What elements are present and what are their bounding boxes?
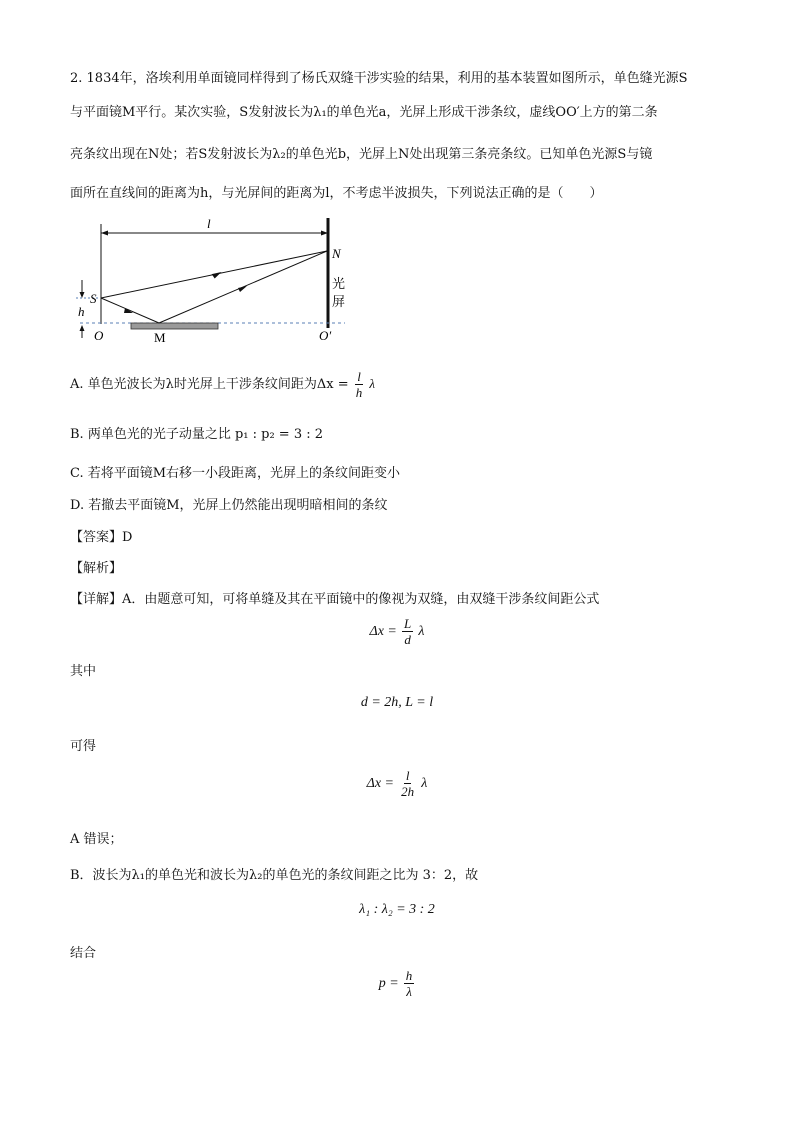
formula-3-denominator: 2h xyxy=(401,784,415,799)
label-M: M xyxy=(154,330,166,345)
formula-3-lhs: Δx = xyxy=(366,776,395,791)
option-B: B. 两单色光的光子动量之比 p₁ : p₂ = 3 : 2 xyxy=(70,427,324,442)
formula-3-fraction xyxy=(399,768,416,799)
formula-1-fraction xyxy=(402,616,413,647)
option-A-denominator: h xyxy=(355,385,363,400)
h-arrowhead-top xyxy=(80,292,85,298)
question-line-4: 面所在直线间的距离为h，与光屏间的距离为l，不考虑半波损失，下列说法正确的是（ ） xyxy=(70,186,603,201)
label-h: h xyxy=(78,304,85,319)
formula-5-denominator: λ xyxy=(406,984,412,999)
mirror-M xyxy=(131,323,218,329)
label-screen-2: 屏 xyxy=(332,294,346,309)
lloyd-mirror-diagram xyxy=(70,212,360,352)
text-jiehe: 结合 xyxy=(70,946,97,961)
formula-5-lhs: p = xyxy=(378,976,399,991)
formula-1-rhs: λ xyxy=(418,624,425,639)
formula-1-numerator: L xyxy=(404,616,412,631)
option-A xyxy=(70,369,375,400)
formula-1-denominator: d xyxy=(404,632,411,647)
formula-5-fraction xyxy=(404,968,415,999)
label-screen-1: 光 xyxy=(332,276,346,291)
label-N: N xyxy=(332,246,341,261)
incident-ray-arrow xyxy=(124,308,133,313)
answer-line: 【答案】D xyxy=(70,530,133,545)
label-O-prime: O′ xyxy=(319,328,332,343)
label-O: O xyxy=(94,328,104,343)
incident-ray xyxy=(101,298,159,323)
formula-4: λ₁ : λ₂ = 3 : 2 xyxy=(359,902,435,917)
question-line-3: 亮条纹出现在N处；若S发射波长为λ₂的单色光b，光屏上N处出现第三条亮条纹。已知单色光源S与镜 xyxy=(70,147,653,162)
detail-b-line: B．波长为λ₁的单色光和波长为λ₂的单色光的条纹间距之比为 3：2，故 xyxy=(70,868,479,883)
h-arrowhead-bottom xyxy=(80,325,85,331)
formula-5 xyxy=(0,968,794,999)
question-line-1: 2. 1834年，洛埃利用单面镜同样得到了杨氏双缝干涉实验的结果，利用的基本装置如图所示，单色缝光源S xyxy=(70,71,688,86)
detail-line-1: 【详解】A．由题意可知，可将单缝及其在平面镜中的像视为双缝，由双缝干涉条纹间距公式 xyxy=(70,592,600,607)
label-l: l xyxy=(207,216,211,231)
formula-1 xyxy=(0,616,794,647)
formula-5-numerator: h xyxy=(405,968,413,983)
formula-3-numerator: l xyxy=(405,768,410,783)
formula-1-lhs: Δx = xyxy=(369,624,397,639)
option-A-lambda: λ xyxy=(369,376,376,391)
text-qizhong: 其中 xyxy=(70,664,97,679)
question-line-2: 与平面镜M平行。某次实验，S发射波长为λ₁的单色光a，光屏上形成干涉条纹，虚线OO′上方的第二条 xyxy=(70,105,658,120)
l-arrow-left xyxy=(101,231,108,236)
text-kede: 可得 xyxy=(70,739,97,754)
option-C: C. 若将平面镜M右移一小段距离，光屏上的条纹间距变小 xyxy=(70,466,401,481)
label-S: S xyxy=(90,291,97,306)
text-a-wrong: A 错误； xyxy=(70,832,123,847)
formula-3-rhs: λ xyxy=(421,776,428,791)
formula-3 xyxy=(0,768,794,799)
formula-2: d = 2h, L = l xyxy=(360,695,434,710)
analysis-title: 【解析】 xyxy=(70,561,123,576)
option-A-numerator: l xyxy=(357,369,361,384)
option-A-text: A. 单色光波长为λ时光屏上干涉条纹间距为Δx = xyxy=(70,377,349,392)
option-D: D. 若撤去平面镜M，光屏上仍然能出现明暗相间的条纹 xyxy=(70,498,388,513)
option-A-fraction xyxy=(354,369,365,400)
